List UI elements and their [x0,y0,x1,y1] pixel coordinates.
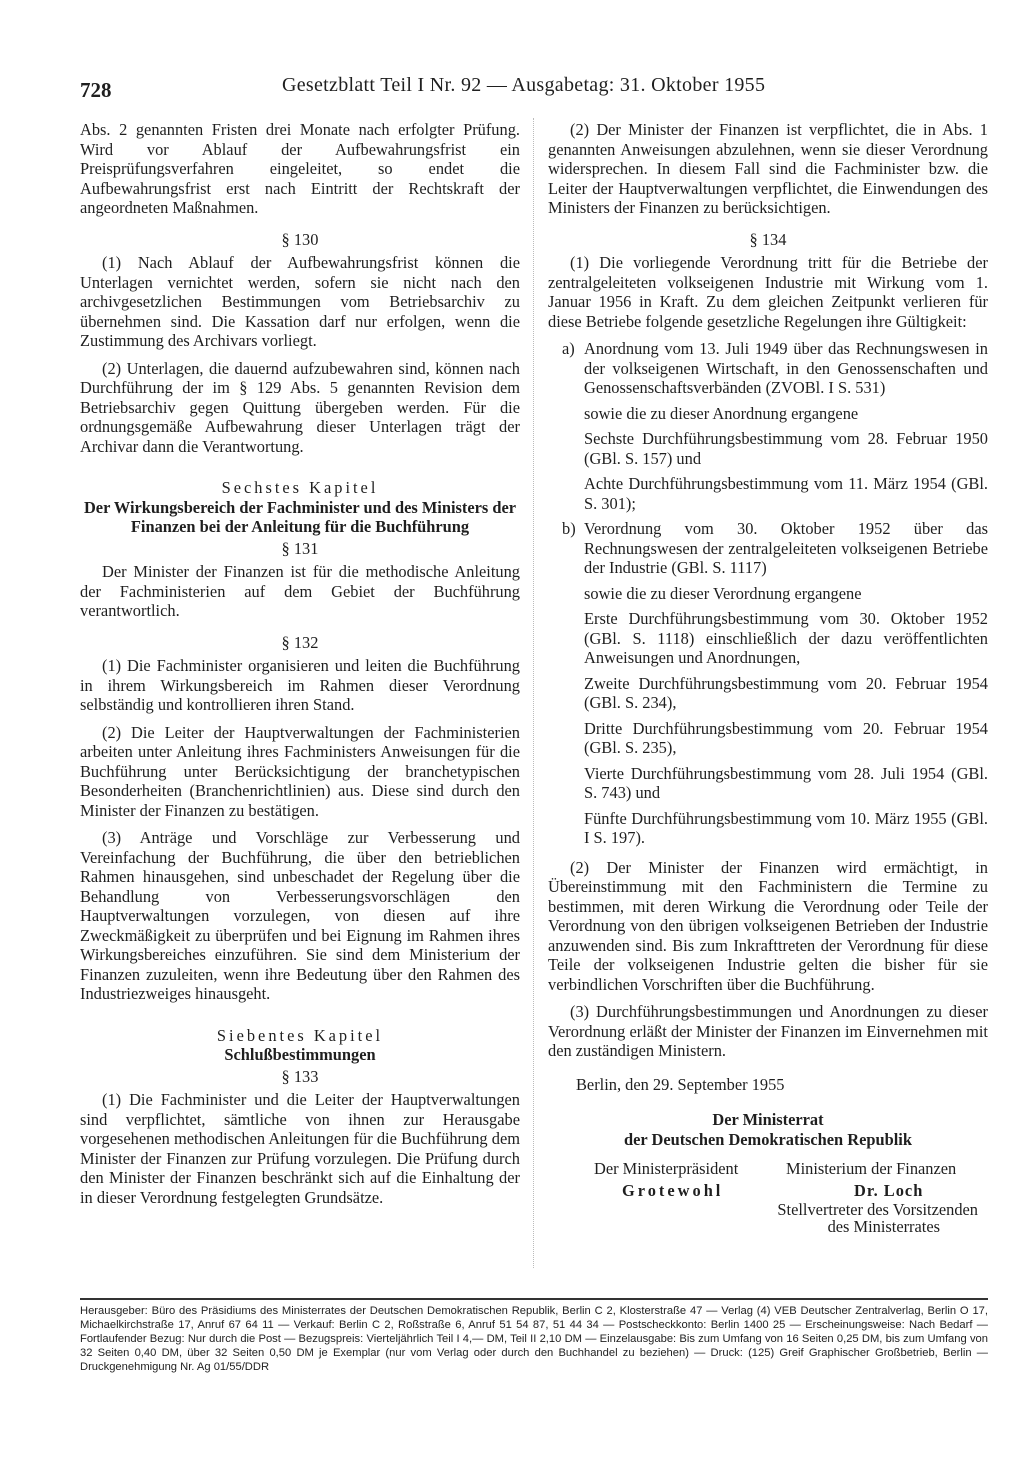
chapter-6-title: Der Wirkungsbereich der Fachminister und des Ministers der Finanzen bei der Anleitung für die Buchführung [83,497,517,536]
list-item-b-sub-1: sowie die zu dieser Verordnung ergangene [584,583,862,603]
list-item-a-sub-3: Achte Durchführungsbestimmung vom 11. März 1954 (GBl. S. 301); [584,474,988,513]
deputy-role-line-2: des Ministerrates [827,1217,940,1236]
section-heading-133: § 133 [281,1066,319,1086]
list-item-b-text: Verordnung vom 30. Oktober 1952 über das Rechnungswesen der zentralgeleiteten volkseigenen Betriebe der Industrie (GBl. S. 1117) [584,519,988,577]
s132-paragraph-2: (2) Die Leiter der Hauptverwaltungen der Fachministerien arbeiten unter Anleitung ihres Fachministers Anweisungen für die Buchführung unter Berücksichtigung der branchetypischen Besonderheiten (Branchenrichtlinien) aus. Diese sind durch den Minister der Finanzen zu bestätigen. [80,722,520,820]
continuation-paragraph: Abs. 2 genannten Fristen drei Monate nach erfolgter Prüfung. Wird vor Ablauf der Aufbewahrungsfrist ein Preisprüfungsverfahren eingeleitet, so endet die Aufbewahrungsfrist erst nach Eintritt der Rechtskraft der angeordneten Maßnahmen. [80,120,520,217]
section-heading-130: § 130 [281,229,319,249]
s133-paragraph-2: (2) Der Minister der Finanzen ist verpflichtet, die in Abs. 1 genannten Anweisungen abzulehnen, wenn sie dieser Verordnung widersprechen. In diesem Fall sind die Fachminister bzw. die Leiter der Hauptverwaltungen verpflichtet, die Einwendungen des Ministers der Finanzen zu berücksichtigen. [548,120,988,217]
prime-minister-title: Der Ministerpräsident [594,1159,739,1178]
signatory-titles [548,1159,988,1181]
page-number: 728 [80,78,112,102]
finance-ministry-title: Ministerium der Finanzen [786,1159,957,1178]
s130-paragraph-2: (2) Unterlagen, die dauernd aufzubewahren sind, können nach Durchführung der im § 129 Abs. 5 genannten Revision dem Betriebsarchiv gegen Quittung übergeben werden. Für die ordnungsgemäße Aufbewahrung dieser Unterlagen trägt der Archivar dann die Verantwortung. [80,358,520,456]
list-item-b [548,519,988,578]
chapter-7-label: Siebentes Kapitel [216,1025,384,1045]
list-item-b-sub-2: Erste Durchführungsbestimmung vom 30. Oktober 1952 (GBl. S. 1118) einschließlich der dazu veröffentlichten Anweisungen und Anordnungen, [584,609,988,667]
s132-paragraph-1: (1) Die Fachminister organisieren und leiten die Buchführung in ihrem Wirkungsbereich im Rahmen dieser Verordnung selbständig und kontrollieren ihren Stand. [80,656,520,714]
left-column [80,120,520,1215]
council-line-2: der Deutschen Demokratischen Republik [624,1129,912,1149]
s134-paragraph-2: (2) Der Minister der Finanzen wird ermächtigt, in Übereinstimmung mit den Fachministern die Termine zu bestimmen, mit deren Wirkung die Verordnung oder Teile der Verordnung von den übrigen volkseigenen Betrieben der Industrie anzuwenden sind. Bis zum Inkrafttreten der Verordnung für diese Teile der volkseigenen Industrie gelten die bisher für sie verbindlichen Vorschriften über die Buchführung. [548,857,988,994]
list-marker-a: a) [562,339,575,358]
list-item-b-sub-4: Dritte Durchführungsbestimmung vom 20. Februar 1954 (GBl. S. 235), [584,718,988,757]
section-heading-131: § 131 [281,538,319,558]
list-item-a-sub-1: sowie die zu dieser Anordnung ergangene [584,403,859,423]
list-item-a-sub-2: Sechste Durchführungsbestimmung vom 28. Februar 1950 (GBl. S. 157) und [584,429,988,468]
chapter-6-label: Sechstes Kapitel [221,478,379,497]
publisher-imprint: Herausgeber: Büro des Präsidiums des Ministerrates der Deutschen Demokratischen Republik, Berlin C 2, Klosterstraße 47 — Verlag (4) VEB Deutscher Zentralverlag, Berlin O 17, Michaelkirchstraße 17, Anruf 67 64 11 — Verkauf: Berlin C 2, Roßstraße 6, Anruf 51 54 87, 51 44 34 — Postscheckkonto: Berlin 1400 25 — Erscheinungsweise: Nach Bedarf — Fortlaufender Bezug: Nur durch die Post — Bezugspreis: Vierteljährlich Teil I 4,— DM, Teil II 2,10 DM — Einzelausgabe: Bis zum Umfang von 16 Seiten 0,25 DM, bis zum Umfang von 32 Seiten 0,40 DM, über 32 Seiten 0,50 DM je Exemplar (nur vom Verlag oder durch den Buchhandel zu beziehen) — Druck: (125) Greif Graphischer Großbetrieb, Berlin — Druckgenehmigung Nr. Ag 01/55/DDR [80,1298,988,1374]
s133-paragraph-1: (1) Die Fachminister und die Leiter der Hauptverwaltungen sind verpflichtet, sämtliche von ihnen zur Herausgabe vorgesehenen methodischen Anleitungen für die Buchführung dem Minister der Finanzen zur Prüfung vorzulegen. Die Prüfung durch den Minister der Finanzen beschränkt sich auf die Einhaltung der in dieser Verordnung festgelegten Grundsätze. [80,1090,520,1207]
s134-paragraph-3: (3) Durchführungsbestimmungen und Anordnungen zu dieser Verordnung erläßt der Minister der Finanzen im Einvernehmen mit den zuständigen Ministern. [548,1002,988,1060]
list-item-b-sub-6: Fünfte Durchführungsbestimmung vom 10. März 1955 (GBl. I S. 197). [584,808,988,847]
list-item-a-text: Anordnung vom 13. Juli 1949 über das Rechnungswesen in der volkseigenen Wirtschaft, in den Genossenschaften und Genossenschaftsverbänden (ZVOBl. I S. 531) [584,339,988,397]
finance-minister-name: Dr. Loch [854,1181,924,1200]
right-column [548,120,988,1235]
chapter-7-title: Schlußbestimmungen [224,1045,376,1064]
column-divider [533,118,535,1268]
deputy-role-line-1: Stellvertreter des Vorsitzenden [777,1200,978,1219]
list-item-a [548,339,988,398]
section-heading-134: § 134 [749,229,787,249]
page-header [0,74,1024,104]
list-item-b-sub-3: Zweite Durchführungsbestimmung vom 20. Februar 1954 (GBl. S. 234), [584,673,988,712]
signatory-names [548,1181,988,1201]
s131-paragraph-1: Der Minister der Finanzen ist für die methodische Anleitung der Fachministerien auf dem Gebiet der Buchführung verantwortlich. [80,562,520,620]
council-line-1: Der Ministerrat [712,1110,824,1129]
list-marker-b: b) [562,519,576,538]
prime-minister-name: Grotewohl [622,1181,724,1200]
place-and-date: Berlin, den 29. September 1955 [576,1074,785,1094]
running-title: Gesetzblatt Teil I Nr. 92 — Ausgabetag: 31. Oktober 1955 [282,74,766,96]
s132-paragraph-3: (3) Anträge und Vorschläge zur Verbesserung und Vereinfachung der Buchführung, die über den betrieblichen Rahmen hinausgehen, sind unbeschadet der Regelung über die Behandlung von Verbesserungsvorschlägen den Hauptverwaltungen vorzulegen, von diesen auf ihre Zweckmäßigkeit zu überprüfen und bei Eignung im Rahmen ihres Wirkungsbereiches einzuführen. Sie sind dem Ministerium der Finanzen zuzuleiten, wenn ihre Bedeutung über den Rahmen des Industriezweiges hinausgeht. [80,828,520,1003]
s134-paragraph-1: (1) Die vorliegende Verordnung tritt für die Betriebe der zentralgeleiteten volkseigenen Industrie mit Wirkung vom 1. Januar 1956 in Kraft. Zu dem gleichen Zeitpunkt verlieren für diese Betriebe folgende gesetzliche Regelungen ihre Gültigkeit: [548,253,988,331]
section-heading-132: § 132 [281,632,319,652]
list-item-b-sub-5: Vierte Durchführungsbestimmung vom 28. Juli 1954 (GBl. S. 743) und [584,763,988,802]
s130-paragraph-1: (1) Nach Ablauf der Aufbewahrungsfrist können die Unterlagen vernichtet werden, sofern sie nicht nach den archivgesetzlichen Bestimmungen vom Betriebsarchiv zu übernehmen sind. Die Kassation darf nur erfolgen, wenn die Zustimmung des Archivars vorliegt. [80,253,520,350]
